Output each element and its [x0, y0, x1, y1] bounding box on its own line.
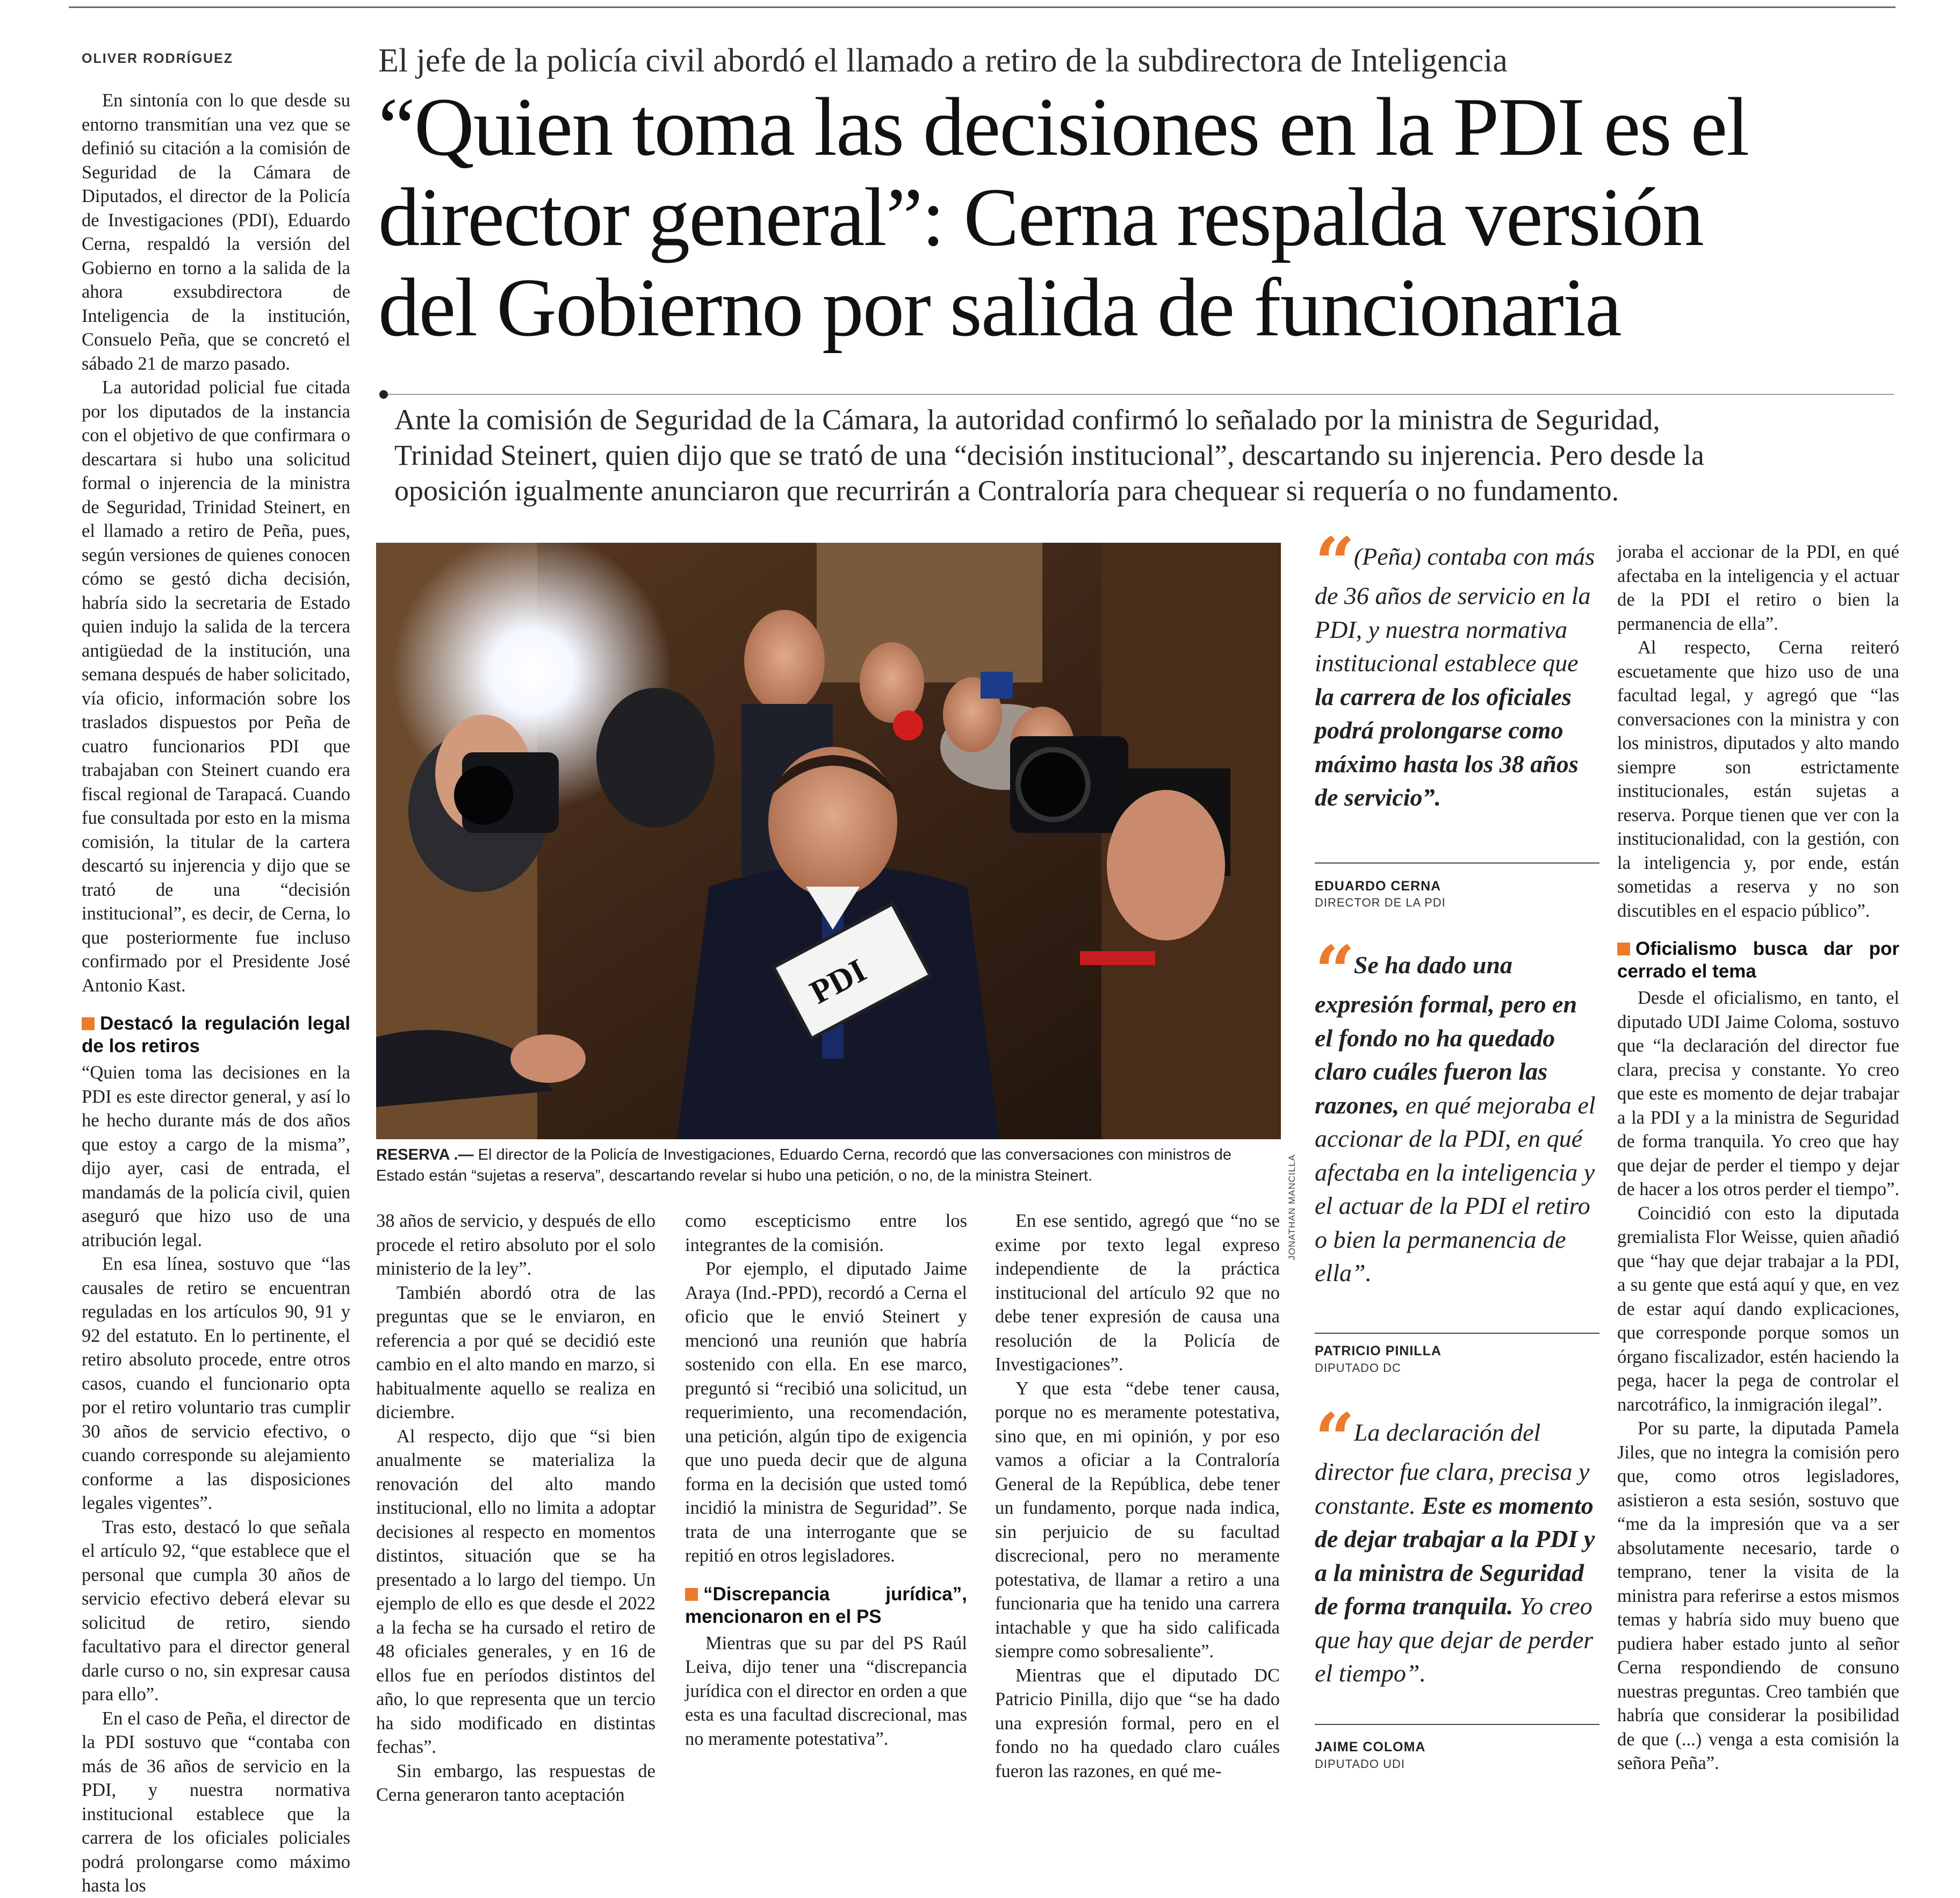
paragraph: Tras esto, destacó lo que señala el artículo 92, “que establece que el personal que cumpla 30 años de servicio efectivo deberá elevar su solicitud de retiro, siendo facultativo para el director general darle curso o no, sin expresar causa para ello”.	[82, 1516, 350, 1705]
photo-illustration	[376, 543, 1281, 1139]
paragraph: También abordó otra de las preguntas que se le enviaron, en referencia a por qué se decidió este cambio en el alto mando en marzo, si habitualmente aquello se realiza en diciembre.	[376, 1282, 655, 1422]
paragraph: 38 años de servicio, y después de ello procede el retiro absoluto por el solo ministerio de la ley”.	[376, 1211, 655, 1279]
rule-dot-icon	[379, 390, 388, 399]
pdi-folder-text: PDI	[804, 952, 873, 1011]
paragraph: En esa línea, sostuvo que “las causales de retiro se encuentran reguladas en los artículos 90, 91 y 92 del estatuto. En lo pertinente, el retiro absoluto procede, entre otros casos, cuando el funcionario opta por el retiro voluntario tras cumplir 30 años de servicio efectivo, o cuando corresponde su alejamiento conforme a las disposiciones legales vigentes”.	[82, 1254, 350, 1513]
headline-line: “Quien toma las decisiones en la PDI es el	[378, 81, 1749, 173]
paragraph: En el caso de Peña, el director de la PDI sostuvo que “contaba con más de 36 años de servicio en la PDI, y nuestra normativa institucional establece que la carrera de los oficiales policiales podrá prolongarse como máximo hasta los	[82, 1708, 350, 1896]
paragraph: En ese sentido, agregó que “no se exime por texto legal expreso independiente de la práctica institucional del artículo 92 que no debe tener expresión de causa una resolución de la Policía de Investigaciones”.	[995, 1211, 1280, 1375]
paragraph: “Quien toma las decisiones en la PDI es este director general, y así lo he hecho durante más de dos años que estoy a cargo de la misma”, dijo ayer, casi de entrada, el mandamás de la policía civil, quien aseguró que hizo uso de una atribución legal.	[82, 1062, 350, 1250]
caption-text: El director de la Policía de Investigaciones, Eduardo Cerna, recordó que las conversaciones con ministros de Estado están “sujetas a reserva”, descartando revelar si hubo una petición, o no, de la ministra Steinert.	[376, 1146, 1232, 1184]
top-rule	[69, 6, 1896, 8]
paragraph: Al respecto, Cerna reiteró escuetamente que hizo uso de una facultad legal, y agregó que “las conversaciones con la ministra y con los ministros, diputados y alto mando siempre son estrictamente institucionales, están sujetas a reserva. Porque tienen que ver con la institucionalidad, con la gestión, con la inteligencia y, por ende, están sometidas a reserva y no son discutibles en el espacio público”.	[1617, 637, 1899, 921]
column-2	[376, 1209, 655, 1807]
paragraph: joraba el accionar de la PDI, en qué afectaba en la inteligencia y el actuar de la PDI el retiro o bien la permanencia de ella”.	[1617, 542, 1899, 634]
pull-quote-3: “ La declaración del director fue clara, precisa y constante. Este es momento de dejar trabajar a la PDI y a la ministra de Seguridad de forma tranquila. Yo creo que hay que dejar de perder el tiempo”.	[1315, 1398, 1595, 1687]
headline-rule	[384, 394, 1894, 395]
square-bullet-icon	[82, 1017, 95, 1030]
deck-line: Trinidad Steinert, quien dijo que se trató de una “decisión institucional”, descartando su injerencia. Pero desde la	[394, 439, 1704, 471]
paragraph: Coincidió con esto la diputada gremialista Flor Weisse, quien añadió que “hay que dejar trabajar a la PDI, a su gente que está aquí y que, en vez de estar aquí dando explicaciones, que corresponde porque somos un órgano fiscalizador, estén haciendo la pega, hacer la pega de controlar el narcotráfico, la inmigración ilegal”.	[1617, 1203, 1899, 1415]
column-3	[685, 1209, 967, 1751]
photo-caption	[376, 1145, 1279, 1187]
subhead: “Discrepancia jurídica”, mencionaron en el PS	[685, 1583, 967, 1627]
quote-author: EDUARDO CERNA	[1315, 879, 1442, 894]
quote-author-role: DIPUTADO DC	[1315, 1361, 1401, 1375]
column-4	[995, 1209, 1280, 1783]
deck-line: Ante la comisión de Seguridad de la Cámara, la autoridad confirmó lo señalado por la ministra de Seguridad,	[394, 404, 1660, 436]
deck	[394, 402, 1899, 508]
paragraph: La autoridad policial fue citada por los diputados de la instancia con el objetivo de que confirmara o descartara si hubo una solicitud formal o injerencia de la ministra de Seguridad, Trinidad Steinert, en el llamado a retiro de Peña, pues, según versiones de quienes conocen cómo se gestó dicha decisión, habría sido la secretaria de Estado quien indujo la salida de la tercera antigüedad de la institución, una semana después de haber solicitado, vía oficio, información sobre los traslados dispuestos por Peña de cuatro funcionarios PDI que trabajaban con Steinert cuando era fiscal regional de Tarapacá. Cuando fue consultada por esto en la misma comisión, la titular de la cartera descartó su injerencia y dijo que se trató de una “decisión institucional”, es decir, de Cerna, lo que posteriormente fue incluso confirmado por el Presidente José Antonio Kast.	[82, 377, 350, 996]
headline-line: del Gobierno por salida de funcionaria	[378, 261, 1621, 354]
deck-line: oposición igualmente anunciaron que recurrirán a Contraloría para chequear si requería o no fundamento.	[394, 474, 1619, 507]
subhead: Destacó la regulación legal de los retiros	[82, 1013, 350, 1056]
paragraph: Desde el oficialismo, en tanto, el diputado UDI Jaime Coloma, sostuvo que “la declaración del director fue clara, precisa y constante. Yo creo que este es momento de dejar trabajar a la PDI y a la ministra de Seguridad de forma tranquila. Yo creo que hay que dejar de perder el tiempo y dejar de hacer a los otros perder el tiempo”.	[1617, 988, 1899, 1199]
paragraph: Mientras que su par del PS Raúl Leiva, dijo tener una “discrepancia jurídica con el director en orden a que esta es una facultad discrecional, mas no meramente potestativa”.	[685, 1633, 967, 1749]
byline: OLIVER RODRÍGUEZ	[82, 51, 234, 66]
headline-line: director general”: Cerna respalda versión	[378, 171, 1703, 263]
quote-author-role: DIPUTADO UDI	[1315, 1757, 1406, 1771]
paragraph: Por su parte, la diputada Pamela Jiles, que no integra la comisión pero que, como otros legisladores, asistieron a esta sesión, sostuvo que “me da la impresión que va a ser absolutamente necesario, tarde o temprano, tener la visita de la ministra para referirse a estos mismos temas y habría sido muy bueno que pudiera haber estado junto al señor Cerna respondiendo de consuno nuestras preguntas. Creo también que habría que considerar la posibilidad de que (...) venga a esta comisión la señora Peña”.	[1617, 1418, 1899, 1773]
paragraph: Y que esta “debe tener causa, porque no es meramente potestativa, sino que, en mi opinión, y por eso vamos a oficiar a la Contraloría General de la República, debe tener un fundamento, porque nada indica, sin perjuicio de su facultad discrecional, pero no meramente potestativa, de llamar a retiro a una funcionaria que ha tenido una carrera intachable y que ha sido calificada siempre como sobresaliente”.	[995, 1378, 1280, 1662]
square-bullet-icon	[1617, 943, 1630, 955]
photo-credit: JONATHAN MANCILLA	[1287, 1154, 1297, 1260]
quote-author-role: DIRECTOR DE LA PDI	[1315, 896, 1446, 909]
paragraph: Por ejemplo, el diputado Jaime Araya (Ind.-PPD), recordó a Cerna el oficio que le envió Steinert y mencionó una reunión que habría sostenido con ella. En ese marco, preguntó si “recibió una solicitud, un requerimiento, una recomendación, una petición, algún tipo de exigencia que uno pueda decir que de alguna forma en la decisión que usted tomó incidió la ministra de Seguridad”. Se trata de una interrogante que se repitió en otros legisladores.	[685, 1259, 967, 1566]
quote-rule	[1315, 862, 1599, 864]
column-1	[82, 89, 350, 1898]
headline	[378, 82, 1915, 353]
quote-author: PATRICIO PINILLA	[1315, 1343, 1442, 1358]
paragraph: como escepticismo entre los integrantes de la comisión.	[685, 1211, 967, 1255]
caption-label: RESERVA .—	[376, 1146, 474, 1163]
subhead: Oficialismo busca dar por cerrado el tema	[1617, 938, 1899, 982]
news-photo	[376, 543, 1281, 1139]
quote-mark-icon: “	[1315, 1398, 1349, 1480]
column-6	[1617, 540, 1899, 1775]
quote-mark-icon: “	[1315, 522, 1349, 604]
pull-quote-2: “ Se ha dado una expresión formal, pero en el fondo no ha quedado claro cuáles fueron las razones, en qué mejoraba el accionar de la PDI, en qué afectaba en la inteligencia y el actuar de la PDI el retiro o bien la permanencia de ella”.	[1315, 930, 1596, 1286]
kicker: El jefe de la policía civil abordó el llamado a retiro de la subdirectora de Inteligencia	[378, 42, 1508, 79]
square-bullet-icon	[685, 1588, 698, 1601]
quote-rule	[1315, 1724, 1599, 1725]
paragraph: Sin embargo, las respuestas de Cerna generaron tanto aceptación	[376, 1760, 655, 1805]
quote-mark-icon: “	[1315, 930, 1349, 1012]
quote-author: JAIME COLOMA	[1315, 1739, 1426, 1755]
paragraph: En sintonía con lo que desde su entorno transmitían una vez que se definió su citación a la comisión de Seguridad de la Cámara de Diputados, el director de la Policía de Investigaciones (PDI), Eduardo Cerna, respaldó la versión del Gobierno en torno a la salida de la ahora exsubdirectora de Inteligencia de la institución, Consuelo Peña, que se concretó el sábado 21 de marzo pasado.	[82, 90, 350, 374]
paragraph: Mientras que el diputado DC Patricio Pinilla, dijo que “se ha dado una expresión formal, pero en el fondo no ha quedado claro cuáles fueron las razones, en qué me-	[995, 1665, 1280, 1781]
paragraph: Al respecto, dijo que “si bien anualmente se materializa la renovación del alto mando institucional, ello no limita a adoptar decisiones al respecto en momentos distintos, situación que se ha presentado a lo largo del tiempo. Un ejemplo de ello es que desde el 2022 a la fecha se ha cursado el retiro de 48 oficiales generales, y en 16 de ellos fue en períodos distintos del año, lo que representa que un tercio ha sido modificado en distintas fechas”.	[376, 1426, 655, 1757]
quote-rule	[1315, 1333, 1599, 1334]
pull-quote-1: “ (Peña) contaba con más de 36 años de servicio en la PDI, y nuestra normativa institucional establece que la carrera de los oficiales podrá prolongarse como máximo hasta los 38 años de servicio”.	[1315, 522, 1595, 811]
